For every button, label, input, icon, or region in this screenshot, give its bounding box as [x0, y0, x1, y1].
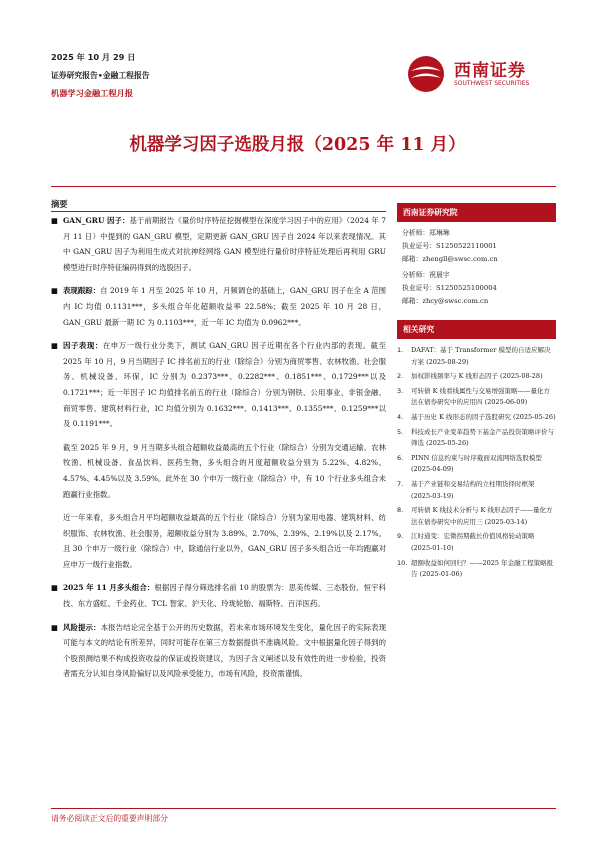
company-logo — [406, 54, 556, 94]
related-item[interactable] — [397, 479, 556, 502]
paragraph-gan-gru — [51, 213, 386, 275]
paragraph-lead: 2025 年 11 月多头组合： — [63, 583, 155, 593]
related-text: 基于历史 K 线形态的因子选股研究 (2025-05-26) — [411, 412, 556, 421]
abstract-heading: 摘要 — [51, 199, 68, 209]
bullet-icon: ■ — [51, 583, 58, 593]
analyst-email[interactable]: 邮箱：zhengll@swsc.com.cn — [402, 254, 498, 263]
report-type: 证券研究报告•金融工程报告 — [51, 71, 150, 80]
institute-label: 西南证券研究院 — [397, 203, 556, 222]
report-series: 机器学习金融工程月报 — [51, 88, 133, 98]
paragraph-sept-industries — [51, 440, 386, 502]
related-num: 7. — [397, 479, 404, 488]
related-num: 6. — [397, 453, 404, 462]
related-item[interactable] — [397, 371, 556, 383]
related-num: 1. — [397, 346, 404, 354]
paragraph-tracking — [51, 283, 386, 330]
related-research-panel — [397, 320, 556, 584]
related-num: 9. — [397, 532, 404, 541]
related-item[interactable] — [397, 345, 556, 368]
report-date: 2025 年 10 月 29 日 — [51, 52, 136, 62]
logo-name-cn: 西南证券 — [454, 61, 526, 81]
related-item[interactable] — [397, 386, 556, 409]
related-text: 超额收益如何回归？——2025 年金融工程策略报告 (2025-01-06) — [411, 558, 554, 579]
analyst-email[interactable]: 邮箱：zhcy@swsc.com.cn — [402, 296, 489, 305]
report-header — [51, 52, 150, 99]
analyst-name: 分析师：郑琳琳 — [402, 229, 450, 237]
related-text: 科技成长产业变革趋势下基金产品投资策略评价与筛选 (2025-05-26) — [411, 427, 554, 448]
paragraph-text: 基于前期报告《量价时序特征挖掘模型在深度学习因子中的应用》（2024 年 7 月 11 日）中提到的 GAN_GRU 模型，定期更新 GAN_GRU 因子自 2024 年以来表现情况。其中 GAN_GRU 因子为利用生成式对抗神经网络 GAN 模型进行量价时序特征处理后再利用 GRU 模型进行时序特征编码得到的选股因子。 — [63, 216, 386, 272]
paragraph-text: 在申万一级行业分类下，测试 GAN_GRU 因子近期在各个行业内部的表现。截至 2025 年 10 月，9 月当期因子 IC 排名前五的行业（除综合）分别为商贸零售、农林牧渔、社会服务、机械设备、环保，IC 分别为 0.2373***、0.2282***、0.1851***、0.1729***以及 0.1721***；近一年因子 IC 均值排名前五的行业（除综合）分别为钢铁、公用事业、非银金融、商贸零售、建筑材料行业，IC 均值分别为 0.1632***、0.1413***、0.1355***、0.1259***以及 0.1191***。 — [63, 341, 386, 429]
report-title: 机器学习因子选股月报（2025 年 11 月） — [129, 135, 466, 155]
bullet-icon: ■ — [51, 341, 58, 351]
related-text: 江时通变：宏微拐期截长价值风格轮动策略 (2025-01-10) — [411, 532, 535, 552]
logo-mark-icon — [406, 54, 446, 94]
paragraph-text: 本报告结论完全基于公开的历史数据，若未来市场环境发生变化，量化因子的实际表现可能与本文的结论有所差异，同时可能存在第三方数据提供不准确风险。文中根据量化因子得到的个股预测结果不构成投资收益的保证或投资建议，为因子含义阐述以及有效性的进一步检验，投资者需充分认知自身风险偏好以及风险承受能力，市场有风险，投资需谨慎。 — [63, 622, 386, 679]
related-num: 2. — [397, 372, 404, 381]
paragraph-lead: 表现跟踪： — [63, 286, 101, 296]
bullet-icon: ■ — [51, 286, 58, 296]
related-label: 相关研究 — [397, 320, 556, 339]
footer-disclaimer: 请务必阅读正文后的重要声明部分 — [51, 814, 168, 823]
bullet-icon: ■ — [51, 622, 58, 632]
related-num: 8. — [397, 506, 404, 515]
analyst-license: 执业证号：S1250525100004 — [402, 284, 497, 293]
paragraph-text: 截至 2025 年 9 月，9 月当期多头组合超额收益最高的五个行业（除综合）分别为交通运输、农林牧渔、机械设备、食品饮料、医药生物，多头组合的月度超额收益分别为 5.22%、4.82%、4.57%、4.45%以及 3.59%。此外在 30 个申万一级行业（除综合）中，有 10 个行业多头组合未跑赢行业指数。 — [63, 442, 386, 499]
paragraph-text: 根据因子得分筛选排名前 10 的股票为：思美传媒、三态股份、恒宇科技、东方盛虹、千金药业、TCL 智家、沪天化、玲珑轮胎、福斯特、百洋医药。 — [63, 583, 386, 609]
related-num: 10. — [397, 558, 408, 567]
paragraph-lead: 因子表现： — [63, 341, 103, 351]
related-item[interactable] — [397, 531, 556, 554]
abstract-body — [51, 213, 386, 690]
title-divider — [51, 186, 556, 187]
related-text: DAFAT：基于 Transformer 模型的自适应解决方案 (2025-08-29) — [411, 346, 551, 366]
paragraph-risk — [51, 620, 386, 682]
related-item[interactable] — [397, 558, 556, 581]
paragraph-year-industries — [51, 510, 386, 572]
paragraph-lead: GAN_GRU 因子： — [63, 216, 130, 225]
bullet-icon: ■ — [51, 216, 58, 225]
paragraph-factor-performance — [51, 338, 386, 432]
paragraph-text: 自 2019 年 1 月至 2025 年 10 月，月频调仓的基础上，GAN_GRU 因子在全 A 范围内 IC 均值 0.1131***，多头组合年化超额收益率 22.58%；截至 2025 年 10 月 28 日，GAN_GRU 最新一期 IC 为 0.1103***，近一年 IC 均值为 0.0962***。 — [63, 286, 386, 327]
related-item[interactable] — [397, 505, 556, 528]
analyst-panel — [397, 203, 556, 308]
footer-divider — [51, 808, 556, 809]
related-text: 可转债 K 线看线属性与交易增强策略——量化方法在债券研究中的应用四 (2025-06-09) — [411, 386, 550, 407]
related-num: 3. — [397, 386, 404, 395]
related-list — [397, 345, 556, 581]
related-text: 可转债 K 线技术分析与 K 线形态因子——量化方法在债券研究中的应用三 (2025-03-14) — [411, 506, 553, 526]
related-text: PINN 信息约束与时序截面双流网络选股模型 (2025-04-09) — [411, 453, 542, 474]
analyst-license: 执业证号：S1250522110001 — [402, 241, 497, 250]
related-item[interactable] — [397, 412, 556, 424]
paragraph-text: 近一年来看，多头组合月平均超额收益最高的五个行业（除综合）分别为家用电器、建筑材料、纺织服饰、农林牧渔、社会服务，超额收益分别为 3.89%、2.70%、2.39%、2.19%以及 2.17%。且 30 个申万一级行业（除综合）中，除通信行业以外，GAN_GRU 因子多头组合近一年均跑赢对应申万一级行业指数。 — [63, 513, 386, 569]
paragraph-lead: 风险提示： — [63, 622, 101, 632]
analyst-name: 分析师：祝晨宇 — [402, 271, 450, 280]
abstract-divider — [51, 211, 386, 212]
related-text: 加权影线频率与 K 线形态因子 (2025-08-28) — [411, 372, 543, 381]
paragraph-long-portfolio — [51, 580, 386, 611]
related-num: 4. — [397, 412, 404, 421]
related-num: 5. — [397, 427, 404, 436]
related-text: 基于产业链和交易结构的立柱期货择时框架 (2025-03-19) — [411, 479, 535, 500]
logo-name-en: SOUTHWEST SECURITIES — [454, 80, 530, 87]
related-item[interactable] — [397, 453, 556, 476]
related-item[interactable] — [397, 427, 556, 450]
